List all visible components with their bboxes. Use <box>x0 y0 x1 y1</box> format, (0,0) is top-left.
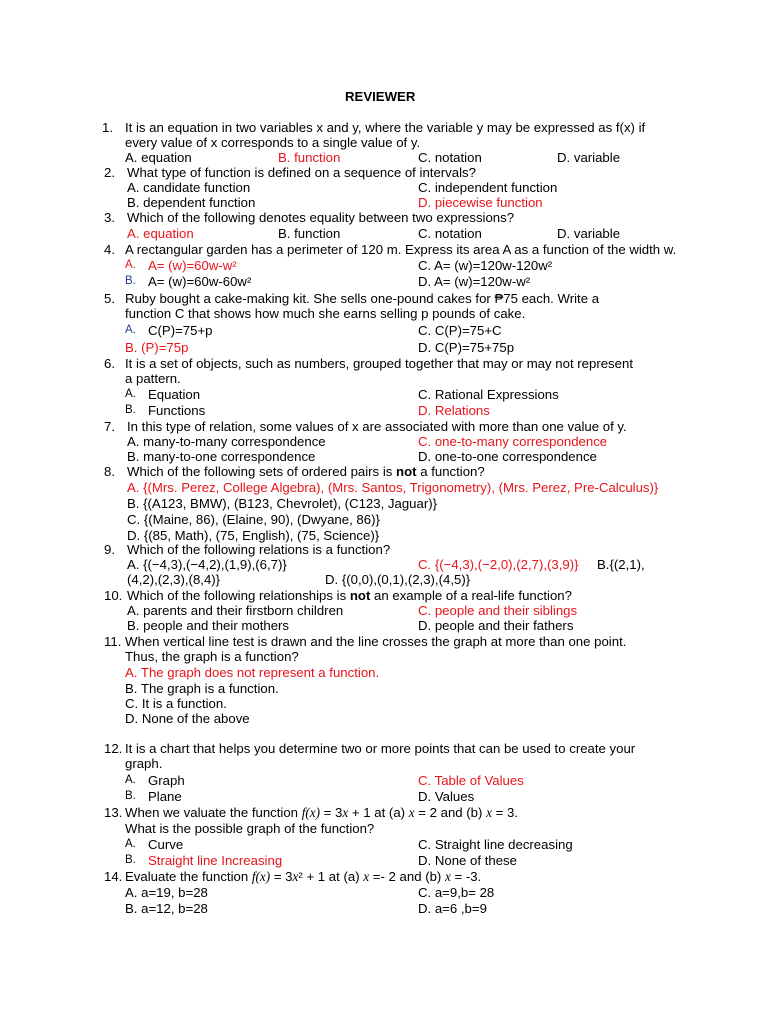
question-text-part: = -3. <box>450 869 482 884</box>
choice-b-letter: B. <box>125 404 136 416</box>
choice-a: A. candidate function <box>127 180 251 195</box>
math-x: x <box>445 869 451 884</box>
choice-c: C. notation <box>418 150 482 165</box>
question-number: 10. <box>104 588 123 603</box>
choice-d-answer: D. Relations <box>418 403 490 418</box>
choice-b-answer: B. function <box>278 150 341 165</box>
math-x: x <box>342 805 349 820</box>
choice-a: A. equation <box>125 150 192 165</box>
choice-c-answer: C. people and their siblings <box>418 603 578 618</box>
choice-b-letter: B. <box>125 275 136 287</box>
choice-c-answer: C. {(−4,3),(−2,0),(2,7),(3,9)} <box>418 557 579 572</box>
question-text: Which of the following relations is a function? <box>127 542 391 557</box>
choice-b: A= (w)=60w-60w² <box>148 274 252 289</box>
math-fx: f(x) <box>301 805 320 820</box>
question-number: 9. <box>104 542 115 557</box>
question-text-part: an example of a real-life function? <box>370 588 572 603</box>
choice-b: B. people and their mothers <box>127 618 290 633</box>
question-text: Which of the following denotes equality between two expressions? <box>127 210 515 225</box>
question-text-part: Evaluate the function <box>125 869 252 884</box>
choice-b: B. many-to-one correspondence <box>127 449 316 464</box>
question-text: graph. <box>125 756 163 771</box>
question-number: 4. <box>104 242 115 257</box>
question-text: What type of function is defined on a sequence of intervals? <box>127 165 476 180</box>
choice-d: D. people and their fathers <box>418 618 574 633</box>
question-text-part: ² + 1 at (a) <box>298 869 364 884</box>
math-x: x <box>486 805 492 820</box>
question-text <box>127 588 572 603</box>
choice-a-letter: A. <box>125 388 136 400</box>
choice-a-answer: A. equation <box>127 226 194 241</box>
question-text-part: Which of the following relationships is <box>127 588 350 603</box>
choice-d: D. C(P)=75+75p <box>418 340 515 355</box>
choice-d: D. None of these <box>418 853 517 868</box>
choice-c: C. Rational Expressions <box>418 387 559 402</box>
choice-a: A. a=19, b=28 <box>125 885 208 900</box>
choice-a: A. parents and their firstborn children <box>127 603 344 618</box>
choice-a: Curve <box>148 837 184 852</box>
choice-c: C. A= (w)=120w-120w² <box>418 258 553 273</box>
emphasis-not: not <box>396 464 417 479</box>
question-text: A rectangular garden has a perimeter of 120 m. Express its area A as a function of the width w. <box>125 242 677 257</box>
question-text: When vertical line test is drawn and the line crosses the graph at more than one point. <box>125 634 627 649</box>
choice-c: C. {(Maine, 86), (Elaine, 90), (Dwyane, 86)} <box>127 512 380 527</box>
choice-d: D. a=6 ,b=9 <box>418 901 487 916</box>
choice-b: Plane <box>148 789 182 804</box>
emphasis-not: not <box>349 588 371 603</box>
question-text: a pattern. <box>125 371 181 386</box>
choice-d-answer: D. piecewise function <box>418 195 543 210</box>
choice-b: B. a=12, b=28 <box>125 901 208 916</box>
choice-c: C. It is a function. <box>125 696 227 711</box>
question-text-part: + 1 at (a) <box>348 805 409 820</box>
question-text: It is a chart that helps you determine two or more points that can be used to create your <box>125 741 636 756</box>
choice-a-letter: A. <box>125 324 136 336</box>
question-text-part: =- 2 and (b) <box>369 869 445 884</box>
question-text: Ruby bought a cake-making kit. She sells one-pound cakes for ₱75 each. Write a <box>125 291 600 306</box>
choice-b: B.{(2,1), <box>597 557 645 572</box>
choice-a-answer: A. The graph does not represent a function. <box>125 665 380 680</box>
choice-d: D. A= (w)=120w-w² <box>418 274 531 289</box>
choice-a-letter: A. <box>125 838 136 850</box>
question-number: 1. <box>102 120 113 135</box>
math-x: x <box>363 869 370 884</box>
choice-c: C. independent function <box>418 180 558 195</box>
math-x: x <box>408 805 415 820</box>
choice-a: C(P)=75+p <box>148 323 213 338</box>
question-text: What is the possible graph of the function? <box>125 821 375 836</box>
choice-a: A. {(−4,3),(−4,2),(1,9),(6,7)} <box>127 557 287 572</box>
choice-a-answer: A. {(Mrs. Perez, College Algebra), (Mrs. Santos, Trigonometry), (Mrs. Perez, Pre-Calculus)} <box>127 480 659 495</box>
question-text: Thus, the graph is a function? <box>125 649 299 664</box>
choice-b: B. {(A123, BMW), (B123, Chevrolet), (C123, Jaguar)} <box>127 496 438 511</box>
choice-a-answer: A= (w)=60w-w² <box>148 258 237 273</box>
choice-b-continued: (4,2),(2,3),(8,4)} <box>127 572 221 587</box>
question-text-part: When we valuate the function <box>125 805 302 820</box>
choice-c-answer: C. one-to-many correspondence <box>418 434 608 449</box>
choice-d: D. {(85, Math), (75, English), (75, Science)} <box>127 528 380 543</box>
choice-a-letter: A. <box>125 774 136 786</box>
choice-b: B. The graph is a function. <box>125 681 279 696</box>
choice-b-letter: B. <box>125 854 136 866</box>
choice-c: C. C(P)=75+C <box>418 323 502 338</box>
question-text: It is a set of objects, such as numbers, grouped together that may or may not represent <box>125 356 633 371</box>
choice-a: Equation <box>148 387 201 402</box>
choice-a: A. many-to-many correspondence <box>127 434 326 449</box>
question-number: 13. <box>104 805 123 820</box>
question-text <box>125 869 481 884</box>
question-text: In this type of relation, some values of x are associated with more than one value of y. <box>127 419 627 434</box>
question-number: 2. <box>104 165 115 180</box>
choice-b: B. function <box>278 226 341 241</box>
choice-b-answer: B. (P)=75p <box>125 340 189 355</box>
choice-d: D. Values <box>418 789 475 804</box>
question-text-part: a function? <box>416 464 485 479</box>
choice-d: D. one-to-one correspondence <box>418 449 597 464</box>
question-text-part: = 3 <box>270 869 293 884</box>
question-number: 14. <box>104 869 123 884</box>
question-number: 8. <box>104 464 115 479</box>
question-text <box>127 464 485 479</box>
choice-c: C. Straight line decreasing <box>418 837 573 852</box>
question-text-part: = 2 and (b) <box>414 805 487 820</box>
question-text-part: Which of the following sets of ordered pairs is <box>127 464 397 479</box>
choice-d: D. variable <box>557 226 621 241</box>
question-number: 3. <box>104 210 115 225</box>
choice-d: D. None of the above <box>125 711 250 726</box>
choice-b: B. dependent function <box>127 195 256 210</box>
question-text-part: = 3. <box>491 805 518 820</box>
choice-a: Graph <box>148 773 185 788</box>
choice-d: D. variable <box>557 150 621 165</box>
question-text: every value of x corresponds to a single value of y. <box>125 135 421 150</box>
question-text-part: = 3 <box>320 805 343 820</box>
choice-c: C. notation <box>418 226 482 241</box>
choice-c-answer: C. Table of Values <box>418 773 524 788</box>
question-number: 6. <box>104 356 115 371</box>
math-fx: f(x) <box>251 869 271 884</box>
choice-b: Functions <box>148 403 206 418</box>
question-text <box>125 805 518 820</box>
question-number: 5. <box>104 291 115 306</box>
math-x: x <box>292 869 299 884</box>
question-text: function C that shows how much she earns selling p pounds of cake. <box>125 306 526 321</box>
question-number: 11. <box>104 634 122 649</box>
choice-c: C. a=9,b= 28 <box>418 885 495 900</box>
question-number: 7. <box>104 419 115 434</box>
choice-d: D. {(0,0),(0,1),(2,3),(4,5)} <box>325 572 471 587</box>
choice-b-answer: Straight line Increasing <box>148 853 283 868</box>
choice-a-letter: A. <box>125 259 136 271</box>
page-title: REVIEWER <box>345 89 416 104</box>
question-text: It is an equation in two variables x and y, where the variable y may be expressed as f(x) if <box>125 120 646 135</box>
question-number: 12. <box>104 741 123 756</box>
choice-b-letter: B. <box>125 790 136 802</box>
